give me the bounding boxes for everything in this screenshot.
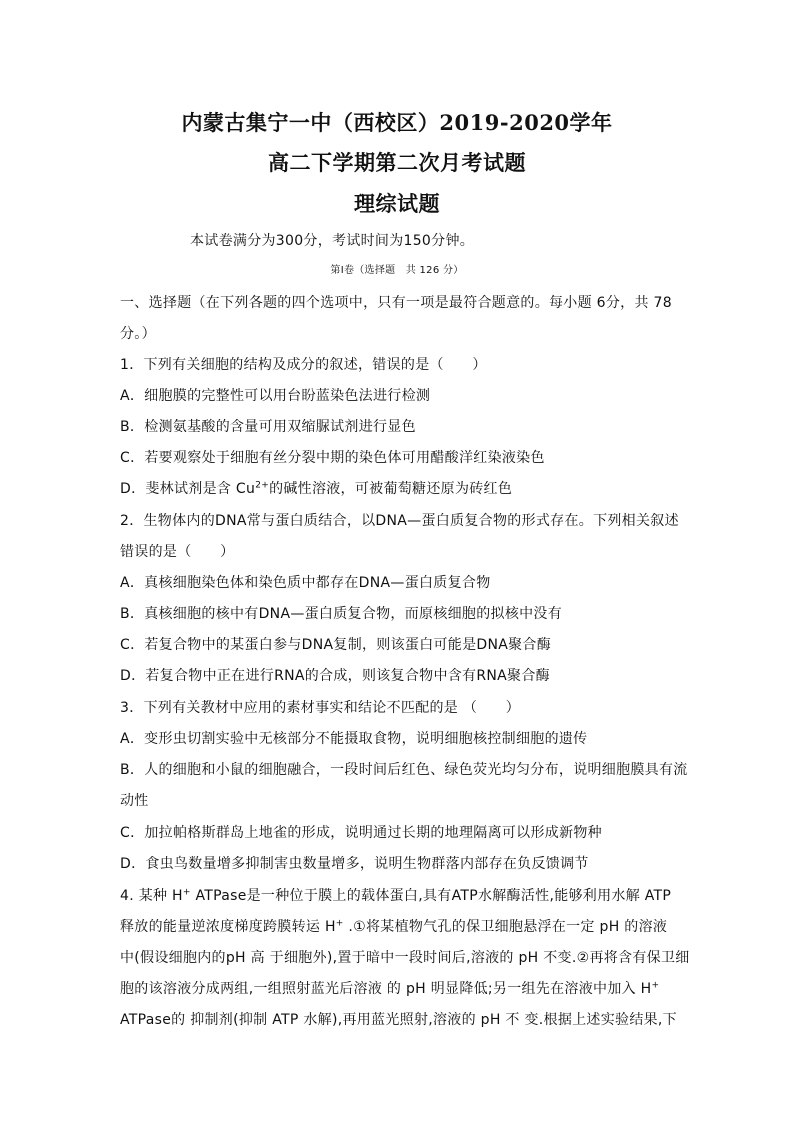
q1-option-d: D．斐林试剂是含 $Cu^{2+}$的碱性溶液，可被葡萄糖还原为砖红色 xyxy=(120,480,513,497)
q3-stem: 3．下列有关教材中应用的素材事实和结论不匹配的是 （ ） xyxy=(120,700,521,716)
q4-line3: 中(假设细胞内的pH 高 于细胞外),置于暗中一段时间后,溶液的 pH 不变.②再将含有保卫细 xyxy=(120,950,690,966)
exam-title-line1: 内蒙古集宁一中（西校区）2019-2020学年 xyxy=(181,110,613,135)
part-heading: 第Ⅰ卷（选择题 共 126 分） xyxy=(330,265,464,276)
q2-option-c: C．若复合物中的某蛋白参与DNA复制，则该蛋白可能是DNA聚合酶 xyxy=(120,637,552,653)
q3-option-b-line2: 动性 xyxy=(120,793,149,809)
q3-option-c: C．加拉帕格斯群岛上地雀的形成，说明通过长期的地理隔离可以形成新物种 xyxy=(120,825,602,841)
section-instruction-line2: 分。） xyxy=(120,326,156,342)
exam-title-line3: 理综试题 xyxy=(354,191,440,216)
q3-option-a: A．变形虫切割实验中无核部分不能摄取食物，说明细胞核控制细胞的遗传 xyxy=(120,731,588,747)
section-instruction-line1: 一、选择题（在下列各题的四个选项中，只有一项是最符合题意的。每小题 6分，共 78 xyxy=(120,295,672,311)
q1-stem: 1．下列有关细胞的结构及成分的叙述，错误的是（ ） xyxy=(120,357,487,373)
q2-option-b: B．真核细胞的核中有DNA—蛋白质复合物，而原核细胞的拟核中没有 xyxy=(120,606,563,622)
q4-line2: 释放的能量逆浓度梯度跨膜转运 H+ .①将某植物气孔的保卫细胞悬浮在一定 pH 的溶液 xyxy=(120,918,668,935)
q1-option-b: B．检测氨基酸的含量可用双缩脲试剂进行显色 xyxy=(120,419,416,435)
q2-option-d: D．若复合物中正在进行RNA的合成，则该复合物中含有RNA聚合酶 xyxy=(120,668,550,684)
q3-option-b-line1: B．人的细胞和小鼠的细胞融合，一段时间后红色、绿色荧光均匀分布，说明细胞膜具有流 xyxy=(120,762,688,778)
q2-option-a: A．真核细胞染色体和染色质中都存在DNA—蛋白质复合物 xyxy=(120,575,491,591)
q2-stem-line1: 2．生物体内的DNA常与蛋白质结合，以DNA—蛋白质复合物的形式存在。下列相关叙述 xyxy=(120,513,679,529)
q4-line4: 胞的该溶液分成两组,一组照射蓝光后溶液 的 pH 明显降低;另一组先在溶液中加入 H+ xyxy=(120,980,660,997)
q4-line1: 4. 某种 H+ ATPase是一种位于膜上的载体蛋白,具有ATP水解酶活性,能够利用水解 ATP xyxy=(120,887,672,904)
exam-note: 本试卷满分为300分，考试时间为150分钟。 xyxy=(190,233,475,249)
q1-option-a: A．细胞膜的完整性可以用台盼蓝染色法进行检测 xyxy=(120,388,431,404)
q1-option-c: C．若要观察处于细胞有丝分裂中期的染色体可用醋酸洋红染液染色 xyxy=(120,450,545,466)
q3-option-d: D．食虫鸟数量增多抑制害虫数量增多，说明生物群落内部存在负反馈调节 xyxy=(120,856,589,872)
q4-line5: ATPase的 抑制剂(抑制 ATP 水解),再用蓝光照射,溶液的 pH 不 变.根据上述实验结果,下 xyxy=(120,1012,677,1028)
exam-title-line2: 高二下学期第二次月考试题 xyxy=(268,150,526,175)
q2-stem-line2: 错误的是（ ） xyxy=(120,544,235,560)
